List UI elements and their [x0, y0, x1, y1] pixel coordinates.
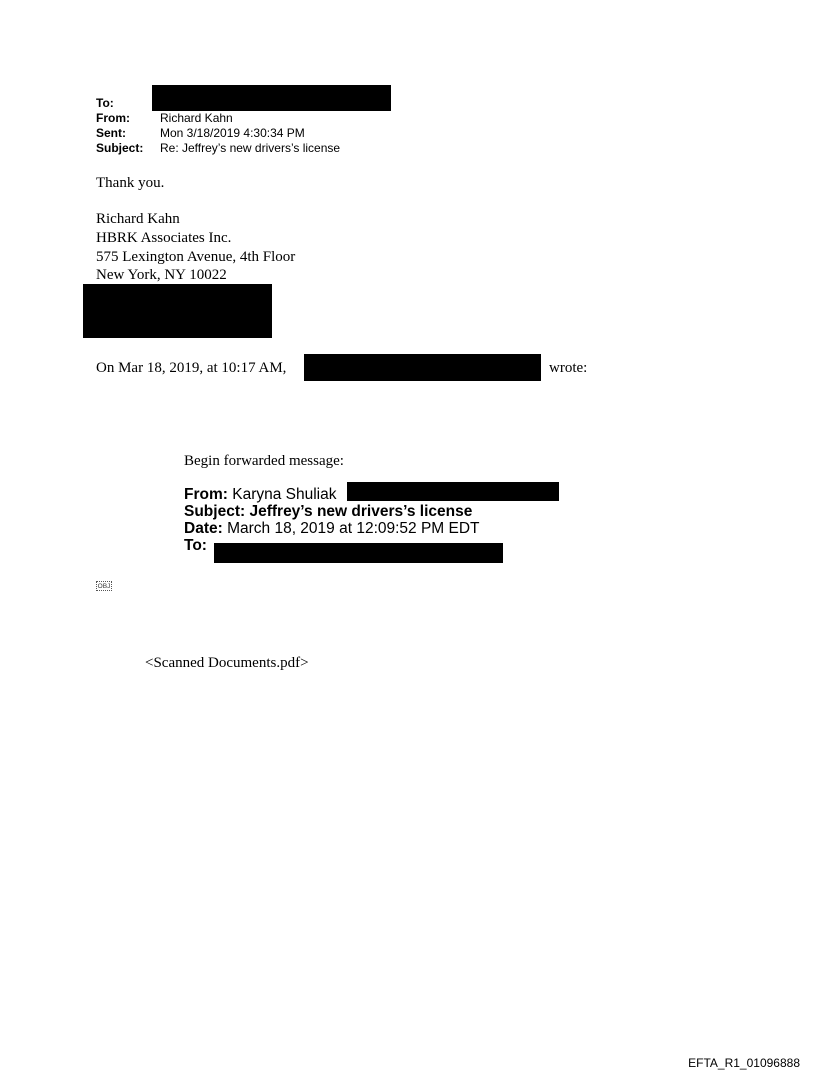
signature-name: Richard Kahn: [96, 211, 180, 227]
forwarded-subject-value: Jeffrey’s new drivers’s license: [249, 503, 473, 520]
sent-value: Mon 3/18/2019 4:30:34 PM: [160, 126, 305, 140]
forwarded-from-value: Karyna Shuliak: [232, 486, 337, 503]
forwarded-subject-row: [184, 503, 480, 520]
quote-suffix: wrote:: [549, 360, 588, 376]
sent-label: Sent:: [96, 126, 126, 140]
forwarded-subject-label: Subject:: [184, 503, 246, 520]
redaction-forwarded-from-email: [347, 482, 559, 501]
document-id: EFTA_R1_01096888: [688, 1056, 800, 1070]
quote-prefix: On Mar 18, 2019, at 10:17 AM,: [96, 360, 287, 376]
signature-city: New York, NY 10022: [96, 267, 227, 283]
forwarded-date-row: [184, 520, 480, 537]
greeting-text: Thank you.: [96, 175, 165, 191]
redaction-quote-sender: [304, 354, 541, 381]
attachment-filename[interactable]: <Scanned Documents.pdf>: [145, 655, 309, 671]
forwarded-to-label: To:: [184, 537, 207, 554]
redaction-forwarded-to: [214, 543, 503, 563]
from-label: From:: [96, 111, 130, 125]
embedded-object-icon[interactable]: OBJ: [97, 583, 111, 590]
to-label: To:: [96, 96, 114, 110]
forwarded-from-label: From:: [184, 486, 228, 503]
redaction-signature-contact: [83, 284, 272, 338]
forwarded-date-value: March 18, 2019 at 12:09:52 PM EDT: [227, 520, 480, 537]
forwarded-date-label: Date:: [184, 520, 223, 537]
forward-intro: Begin forwarded message:: [184, 453, 344, 469]
signature-address: 575 Lexington Avenue, 4th Floor: [96, 249, 296, 265]
subject-label: Subject:: [96, 141, 144, 155]
redaction-to-recipient: [152, 85, 391, 111]
signature-company: HBRK Associates Inc.: [96, 230, 232, 246]
from-value: Richard Kahn: [160, 111, 233, 125]
subject-value: Re: Jeffrey’s new drivers’s license: [160, 141, 341, 155]
